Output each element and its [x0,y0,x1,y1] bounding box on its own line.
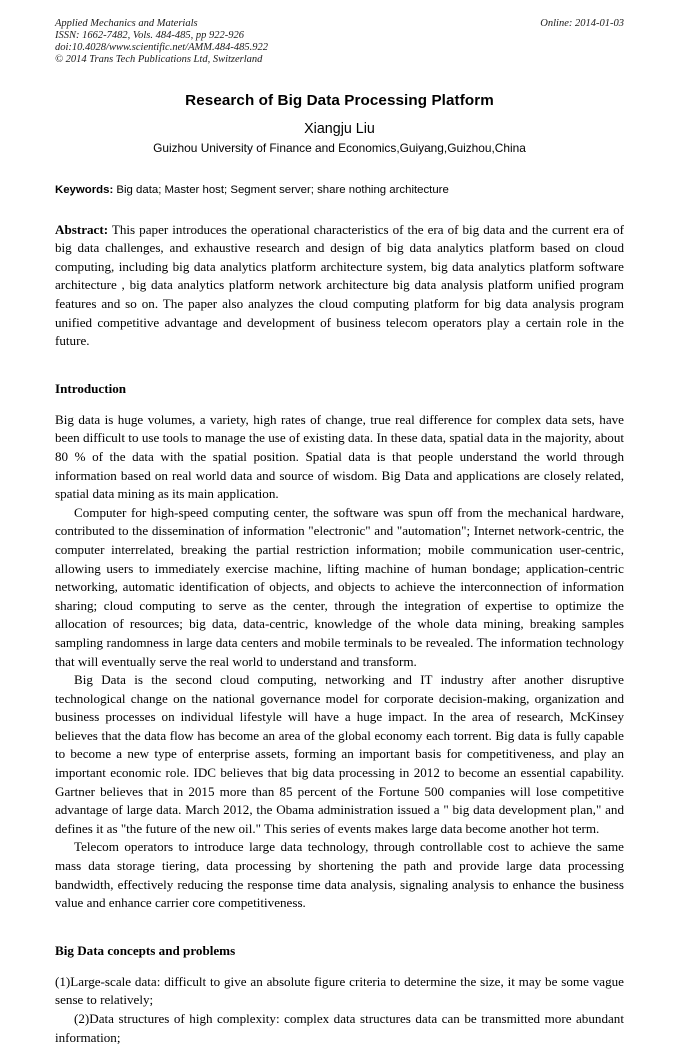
abstract-text: This paper introduces the operational characteristics of the era of big data and the current era of big data challenges, and exhaustive research and design of big data analytics platform based on cloud computing, including big data analytics platform architecture system, big data analytics platform software architecture , big data analytics platform network architecture big data analysis platform unified program features and so on. The paper also analyzes the cloud computing platform for big data analysis program unified competitive advantage and development of business telecom operators play a certain role in the future. [55,221,624,349]
paper-author: Xiangju Liu [304,120,375,137]
abstract-block [55,221,624,351]
paragraph-intro-3: Big Data is the second cloud computing, networking and IT industry after another disruptive technological change on the national governance model for corporate decision-making, organization and business processes on individual lifestyle will have a huge impact. In the area of research, McKinsey believes that the data flow has become an area of the global economy each torrent. Big data is fully capable to become a new type of enterprise assets, forming an important basis for competitiveness, and play an important economic role. IDC believes that big data processing in 2012 to become an essential capability. Gartner believes that in 2015 more than 85 percent of the Fortune 500 companies will lose competitive advantage of large data. March 2012, the Obama administration issued a " big data development plan," and defines it as "the future of the new oil." This series of events makes large data become another hot term. [55,672,624,836]
paragraph-intro-1: Big data is huge volumes, a variety, high rates of change, true real difference for complex data sets, have been difficult to use tools to manage the use of existing data. In these data, spatial data in the majority, about 80 % of the data with the spatial position. Spatial data is that people understand the world through information based on real world data and source of wisdom. Big Data and applications are closely related, spatial data mining as its main application. [55,411,624,502]
section-heading-introduction: Introduction [55,380,127,396]
section-heading-big-data-concepts: Big Data concepts and problems [55,942,236,958]
author-affiliation: Guizhou University of Finance and Economics,Guiyang,Guizhou,China [153,140,526,155]
paragraph-concepts-2: (2)Data structures of high complexity: complex data structures data can be transmitted more abundant information; [55,1011,624,1045]
keywords-value: Big data; Master host; Segment server; share nothing architecture [113,183,449,196]
abstract-label: Abstract: [55,221,109,237]
journal-name: Applied Mechanics and Materials [55,18,198,29]
paragraph-concepts-1: (1)Large-scale data: difficult to give an absolute figure criteria to determine the size, it may be some vague sense to relatively; [55,973,624,1008]
paper-title: Research of Big Data Processing Platform [185,91,494,109]
keywords-label: Keywords: [55,183,114,196]
journal-issn: ISSN: 1662-7482, Vols. 484-485, pp 922-926 [55,29,244,41]
journal-doi: doi:10.4028/www.scientific.net/AMM.484-485.922 [55,41,268,53]
keywords-line [55,183,624,198]
paragraph-intro-2: Computer for high-speed computing center, the software was spun off from the mechanical hardware, contributed to the dissemination of information "electronic" and "automation"; Internet network-centric, the computer interrelated, breaking the partial restriction information; mobile communication user-centric, allowing users to immediately exercise machine, lifting machine of human bondage; application-centric networking, automatic identification of objects, and objects to achieve the interconnection of information sharing; cloud computing to serve as the center, through the integration of expertise to optimize the allocation of resources; big data, data-centric, knowledge of the whole data mining, breaking samples sampling randomness in large data centers and mobile terminals to be revealed. The information technology that will eventually serve the real world to understand and transform. [55,504,624,669]
journal-copyright: © 2014 Trans Tech Publications Ltd, Switzerland [55,53,263,65]
journal-masthead [55,18,624,66]
online-publication-date: Online: 2014-01-03 [540,18,624,29]
masthead-left-block [55,18,624,66]
paragraph-intro-4: Telecom operators to introduce large data technology, through controllable cost to achieve the same mass data storage tiering, data processing by shortening the path and provide large data processing bandwidth, effectively reducing the response time data analysis, signaling analysis to enhance the business value and enhance carrier core competitiveness. [55,839,624,911]
